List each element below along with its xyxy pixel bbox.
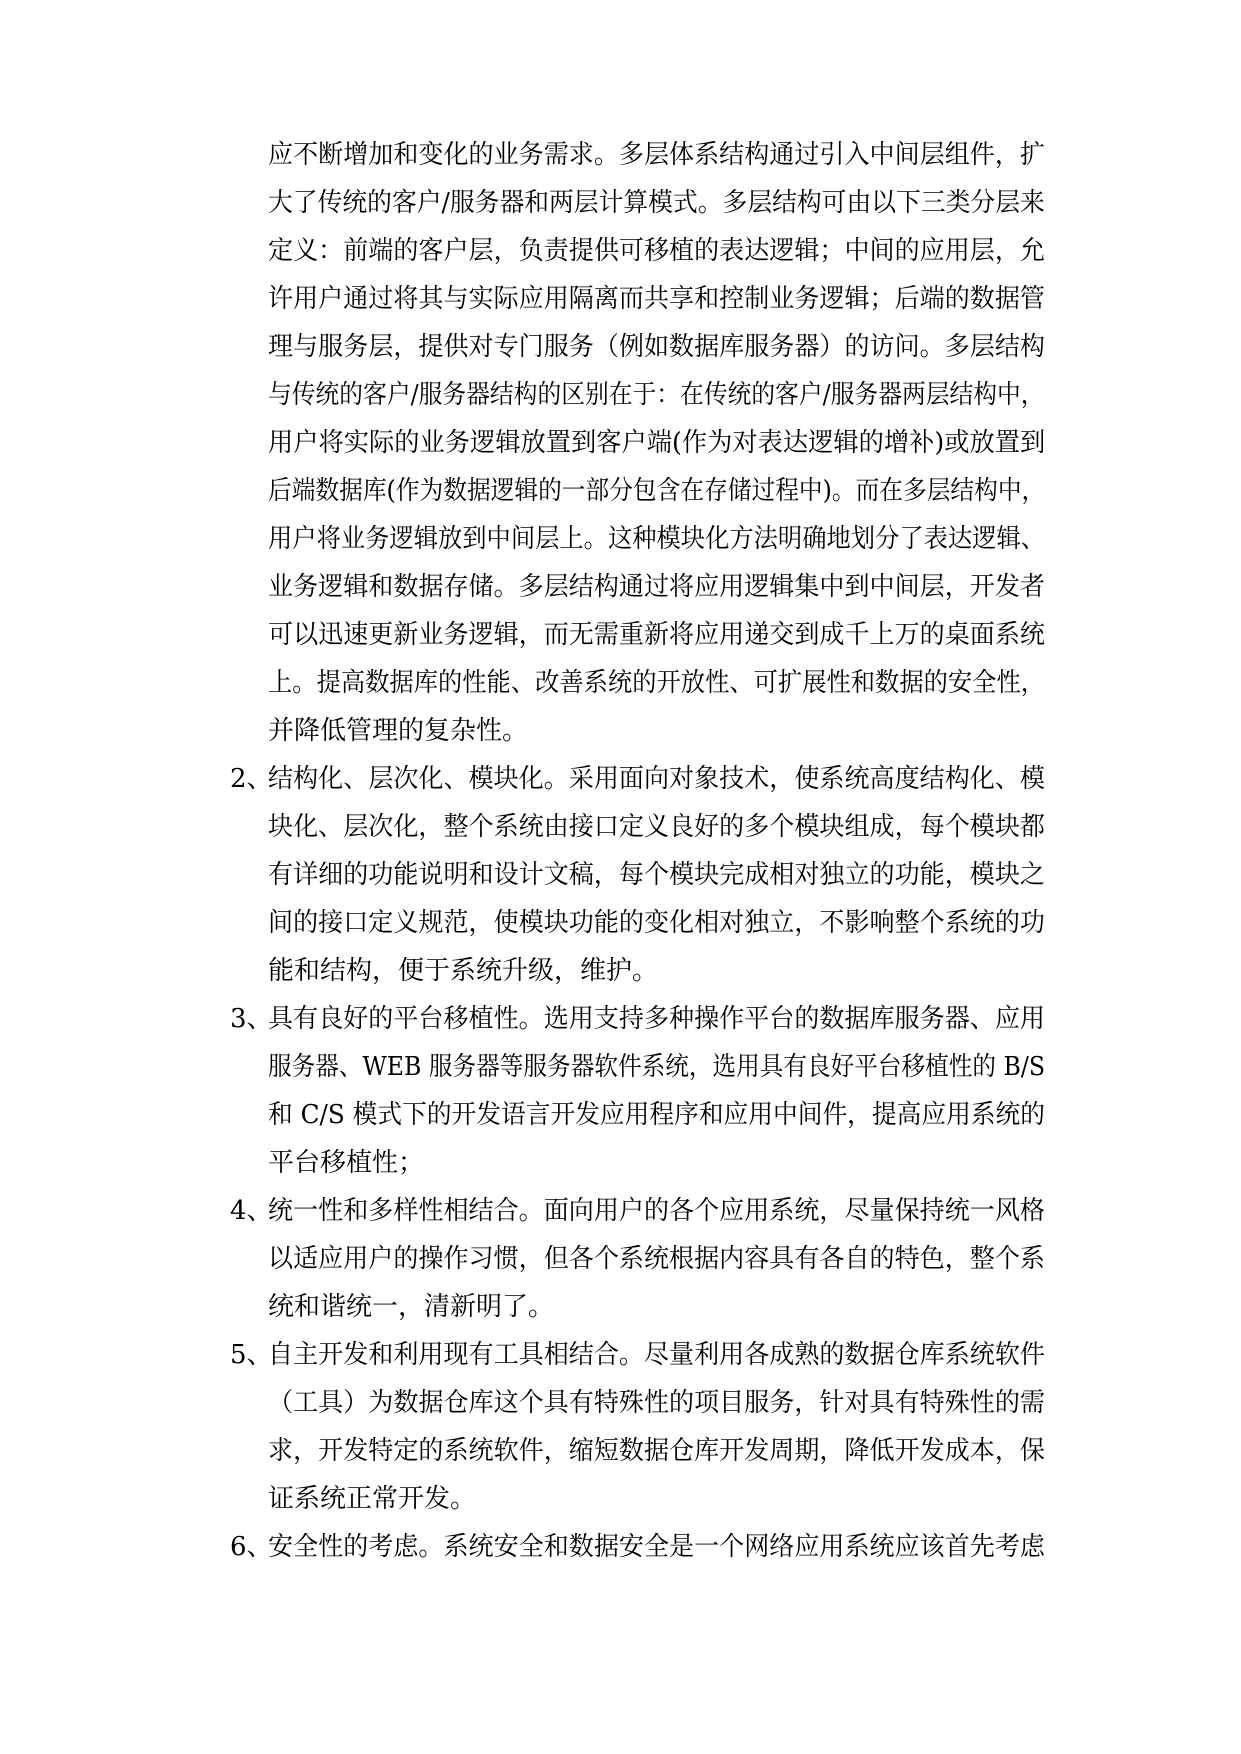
list-item-line: 证系统正常开发。: [268, 1484, 477, 1514]
list-item-line: 块化、层次化，整个系统由接口定义良好的多个模块组成，每个模块都: [268, 812, 1046, 842]
paragraph-line: 理与服务层，提供对专门服务（例如数据库服务器）的访问。多层结构: [268, 332, 1046, 362]
paragraph-line: 可以迅速更新业务逻辑，而无需重新将应用递交到成千上万的桌面系统: [268, 620, 1046, 650]
paragraph-line: 业务逻辑和数据存储。多层结构通过将应用逻辑集中到中间层，开发者: [268, 572, 1046, 602]
list-item-line: 统一性和多样性相结合。面向用户的各个应用系统，尽量保持统一风格: [268, 1196, 1046, 1226]
list-item-line: （工具）为数据仓库这个具有特殊性的项目服务，针对具有特殊性的需: [268, 1388, 1046, 1418]
paragraph-line: 与传统的客户/服务器结构的区别在于：在传统的客户/服务器两层结构中，: [268, 380, 1045, 410]
paragraph-line: 后端数据库(作为数据逻辑的一部分包含在存储过程中)。而在多层结构中，: [268, 476, 1046, 506]
list-item-line: 安全性的考虑。系统安全和数据安全是一个网络应用系统应该首先考虑: [268, 1532, 1046, 1562]
list-item-line: 平台移植性；: [268, 1148, 425, 1178]
paragraph-line: 定义：前端的客户层，负责提供可移植的表达逻辑；中间的应用层，允: [268, 236, 1046, 266]
list-item-number: 4、: [230, 1196, 273, 1226]
list-item-number: 3、: [230, 1004, 273, 1034]
list-item-line: 统和谐统一，清新明了。: [268, 1292, 555, 1322]
list-item-line: 结构化、层次化、模块化。采用面向对象技术，使系统高度结构化、模: [268, 764, 1046, 794]
list-item-number: 6、: [230, 1532, 273, 1562]
list-item-number: 5、: [230, 1340, 273, 1370]
paragraph-line: 上。提高数据库的性能、改善系统的开放性、可扩展性和数据的安全性，: [268, 668, 1046, 698]
list-item-line: 有详细的功能说明和设计文稿，每个模块完成相对独立的功能，模块之: [268, 860, 1046, 890]
list-item-line: 间的接口定义规范，使模块功能的变化相对独立，不影响整个系统的功: [268, 908, 1046, 938]
list-item-line: 服务器、WEB 服务器等服务器软件系统，选用具有良好平台移植性的 B/S: [268, 1052, 1046, 1082]
list-item-line: 以适应用户的操作习惯，但各个系统根据内容具有各自的特色，整个系: [268, 1244, 1046, 1274]
paragraph-line: 并降低管理的复杂性。: [268, 716, 529, 746]
list-item-number: 2、: [230, 764, 273, 794]
list-item-line: 能和结构，便于系统升级，维护。: [268, 956, 659, 986]
paragraph-line: 用户将业务逻辑放到中间层上。这种模块化方法明确地划分了表达逻辑、: [268, 524, 1046, 554]
list-item-line: 和 C/S 模式下的开发语言开发应用程序和应用中间件，提高应用系统的: [268, 1100, 1045, 1130]
paragraph-line: 应不断增加和变化的业务需求。多层体系结构通过引入中间层组件，扩: [268, 140, 1046, 170]
paragraph-line: 大了传统的客户/服务器和两层计算模式。多层结构可由以下三类分层来: [268, 188, 1045, 218]
list-item-line: 求，开发特定的系统软件，缩短数据仓库开发周期，降低开发成本，保: [268, 1436, 1046, 1466]
paragraph-line: 用户将实际的业务逻辑放置到客户端(作为对表达逻辑的增补)或放置到: [268, 428, 1046, 458]
list-item-line: 自主开发和利用现有工具相结合。尽量利用各成熟的数据仓库系统软件: [268, 1340, 1046, 1370]
list-item-line: 具有良好的平台移植性。选用支持多种操作平台的数据库服务器、应用: [268, 1004, 1046, 1034]
paragraph-line: 许用户通过将其与实际应用隔离而共享和控制业务逻辑；后端的数据管: [268, 284, 1046, 314]
